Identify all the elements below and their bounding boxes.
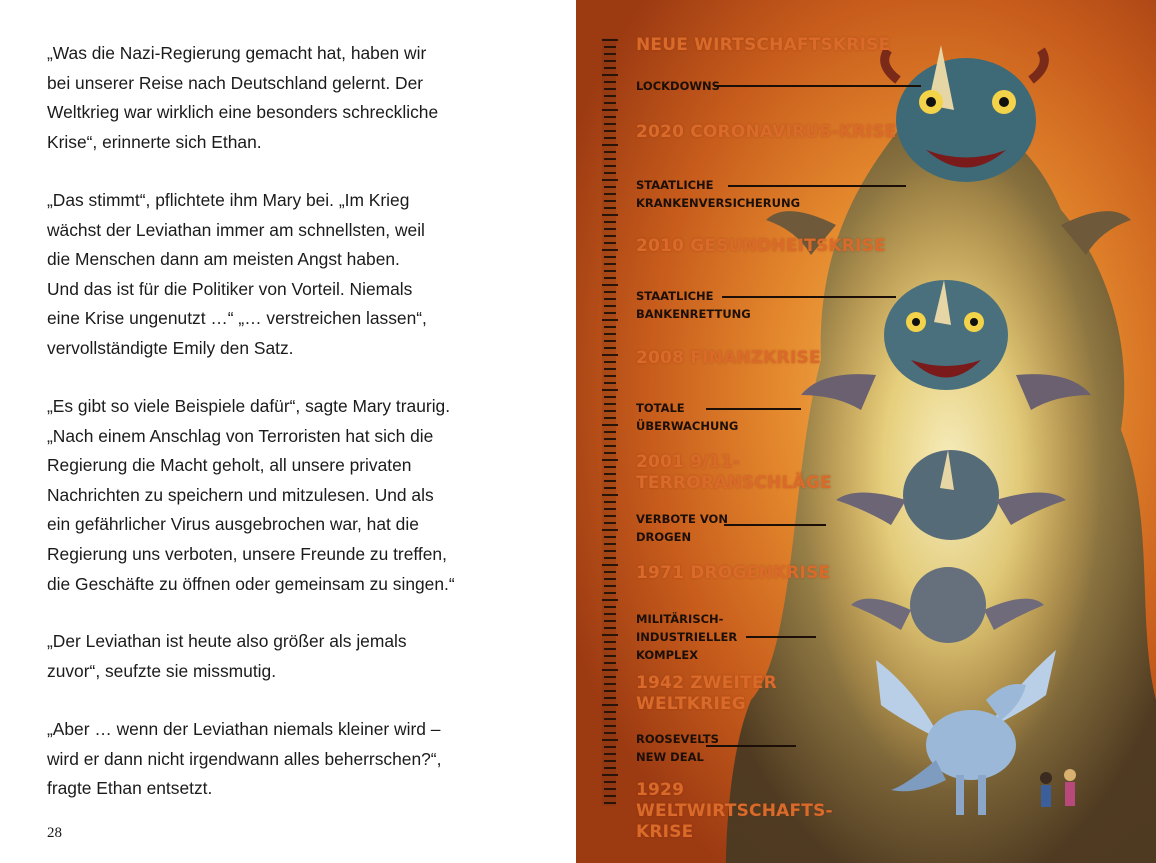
text-line: wird er dann nicht irgendwann alles beherrschen?“,	[47, 748, 442, 769]
text-line: bei unserer Reise nach Deutschland gelernt. Der	[47, 72, 424, 93]
text-line: wächst der Leviathan immer am schnellsten, weil	[47, 219, 425, 240]
text-line: „Der Leviathan ist heute also größer als jemals	[47, 631, 407, 651]
paragraph	[47, 39, 552, 157]
text-line: die Menschen dann am meisten Angst haben.	[47, 249, 400, 270]
right-page-illustration	[576, 0, 1156, 863]
text-line: eine Krise ungenutzt …“ „… verstreichen lassen“,	[47, 308, 427, 329]
left-page	[0, 0, 576, 863]
crisis-label: 2008 FINANZKRISE	[636, 348, 821, 368]
measure-label: ROOSEVELTS NEW DEAL	[636, 732, 719, 764]
text-line: ein gefährlicher Virus ausgebrochen war, hat die	[47, 514, 419, 535]
text-line: zuvor“, seufzte sie missmutig.	[47, 660, 277, 681]
measure-label: TOTALE ÜBERWACHUNG	[636, 401, 739, 433]
crisis-label: 2001 9/11- TERRORANSCHLÄGE	[636, 452, 832, 493]
ruler	[602, 38, 618, 806]
page-number: 28	[47, 825, 62, 841]
text-line: Weltkrieg war wirklich eine besonders schreckliche	[47, 102, 439, 123]
text-line: Nachrichten zu speichern und mitzulesen. Und als	[47, 484, 434, 505]
crisis-label: 2020 CORONAVIRUS-KRISE	[636, 122, 897, 142]
crisis-label: 1942 ZWEITER WELTKRIEG	[636, 673, 777, 714]
text-line: Regierung uns verboten, unsere Freunde zu treffen,	[47, 543, 447, 564]
measure-label: STAATLICHE KRANKENVERSICHERUNG	[636, 178, 801, 210]
text-line: „Was die Nazi-Regierung gemacht hat, haben wir	[47, 43, 427, 63]
text-line: „Das stimmt“, pflichtete ihm Mary bei. „Im Krieg	[47, 190, 410, 210]
text-line: „Nach einem Anschlag von Terroristen hat sich die	[47, 425, 434, 446]
text-line: vervollständigte Emily den Satz.	[47, 337, 294, 358]
crisis-label: 1929 WELTWIRTSCHAFTS- KRISE	[636, 780, 833, 842]
paragraph	[47, 627, 552, 686]
text-line: fragte Ethan entsetzt.	[47, 778, 213, 799]
crisis-label: NEUE WIRTSCHAFTSKRISE	[636, 35, 891, 55]
crisis-label: 2010 GESUNDHEITSKRISE	[636, 236, 886, 256]
measure-label: LOCKDOWNS	[636, 79, 720, 93]
text-line: die Geschäfte zu öffnen oder gemeinsam zu singen.“	[47, 573, 455, 594]
text-line: Regierung die Macht geholt, all unsere privaten	[47, 455, 412, 476]
text-line: Krise“, erinnerte sich Ethan.	[47, 131, 262, 152]
paragraph	[47, 715, 552, 804]
measure-label: MILITÄRISCH- INDUSTRIELLER KOMPLEX	[636, 612, 738, 662]
text-line: „Es gibt so viele Beispiele dafür“, sagte Mary traurig.	[47, 396, 451, 416]
text-line: Und das ist für die Politiker von Vorteil. Niemals	[47, 278, 413, 299]
measure-label: STAATLICHE BANKENRETTUNG	[636, 289, 751, 321]
text-line: „Aber … wenn der Leviathan niemals kleiner wird –	[47, 719, 441, 739]
crisis-label: 1971 DROGENKRISE	[636, 563, 831, 583]
paragraph	[47, 186, 552, 364]
measure-label: VERBOTE VON DROGEN	[636, 512, 728, 544]
paragraph	[47, 392, 552, 599]
